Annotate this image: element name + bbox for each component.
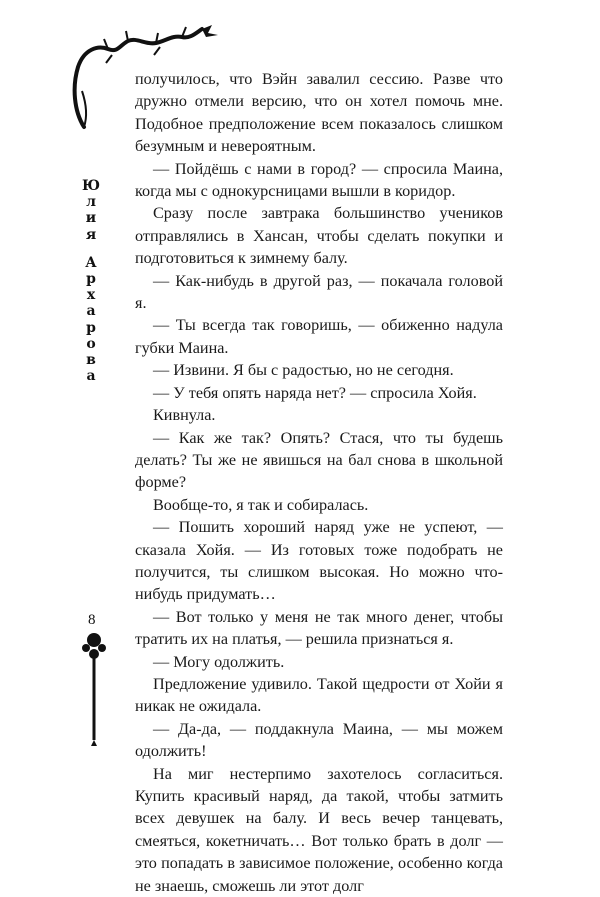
paragraph: — Как-нибудь в другой раз, — покачала головой я. — [135, 271, 503, 313]
paragraph: На миг нестерпимо захотелось согласиться. Купить красивый наряд, да такой, чтобы затмить всех девушек на балу. И весь вечер танцевать, смеяться, кокетничать… Вот только брать в долг — это попадать в зависимое положение, особенно когда не знаешь, сможешь ли этот долг — [135, 764, 503, 895]
hairpin-ornament-icon — [77, 628, 111, 748]
author-letter: а — [86, 368, 96, 385]
paragraph: — Извини. Я бы с радостью, но не сегодня. — [153, 361, 454, 380]
paragraph: Сразу после завтрака большинство учеников отправлялись в Хансан, чтобы сделать покупки и подготовиться к зимнему балу. — [135, 204, 503, 268]
author-name-vertical — [76, 178, 106, 384]
paragraph: — Пошить хороший наряд уже не успеют, — сказала Хойя. — Из готовых тоже подобрать не получится, ты слишком высокая. Но можно что-нибудь придумать… — [135, 518, 503, 604]
paragraph: — Вот только у меня не так много денег, чтобы тратить их на платья, — решила признаться я. — [135, 607, 503, 649]
paragraph: Кивнула. — [153, 406, 216, 425]
paragraph: — Как же так? Опять? Стася, что ты будешь делать? Ты же не явишься на бал снова в школьной форме? — [135, 428, 503, 492]
author-letter: Ю — [81, 178, 101, 194]
body-text — [135, 68, 503, 897]
author-letter: в — [86, 352, 96, 369]
paragraph: — Могу одолжить. — [153, 652, 285, 671]
paragraph: — Ты всегда так говоришь, — обиженно надула губки Маина. — [135, 316, 503, 357]
paragraph: — У тебя опять наряда нет? — спросила Хойя. — [153, 383, 477, 402]
author-letter: и — [85, 210, 97, 227]
author-letter: х — [86, 287, 96, 304]
author-letter: а — [86, 303, 96, 320]
paragraph: Вообще-то, я так и собиралась. — [153, 495, 369, 514]
author-letter: о — [86, 335, 96, 352]
author-letter: я — [85, 226, 97, 243]
author-letter: л — [86, 194, 96, 211]
author-letter: А — [85, 254, 97, 271]
paragraph: Предложение удивило. Такой щедрости от Хойи я никак не ожидала. — [135, 674, 503, 716]
author-letter: р — [86, 319, 96, 336]
page-number: 8 — [88, 612, 96, 628]
paragraph: — Пойдёшь с нами в город? — спросила Маина, когда мы с однокурсницами вышли в коридор. — [135, 159, 503, 201]
paragraph: получилось, что Вэйн завалил сессию. Разве что дружно отмели версию, что он хотел помочь мне. Подобное предположение всем показалось слишком безумным и невероятным. — [135, 70, 503, 156]
paragraph: — Да-да, — поддакнула Маина, — мы можем одолжить! — [135, 719, 503, 761]
author-letter: р — [86, 271, 96, 288]
